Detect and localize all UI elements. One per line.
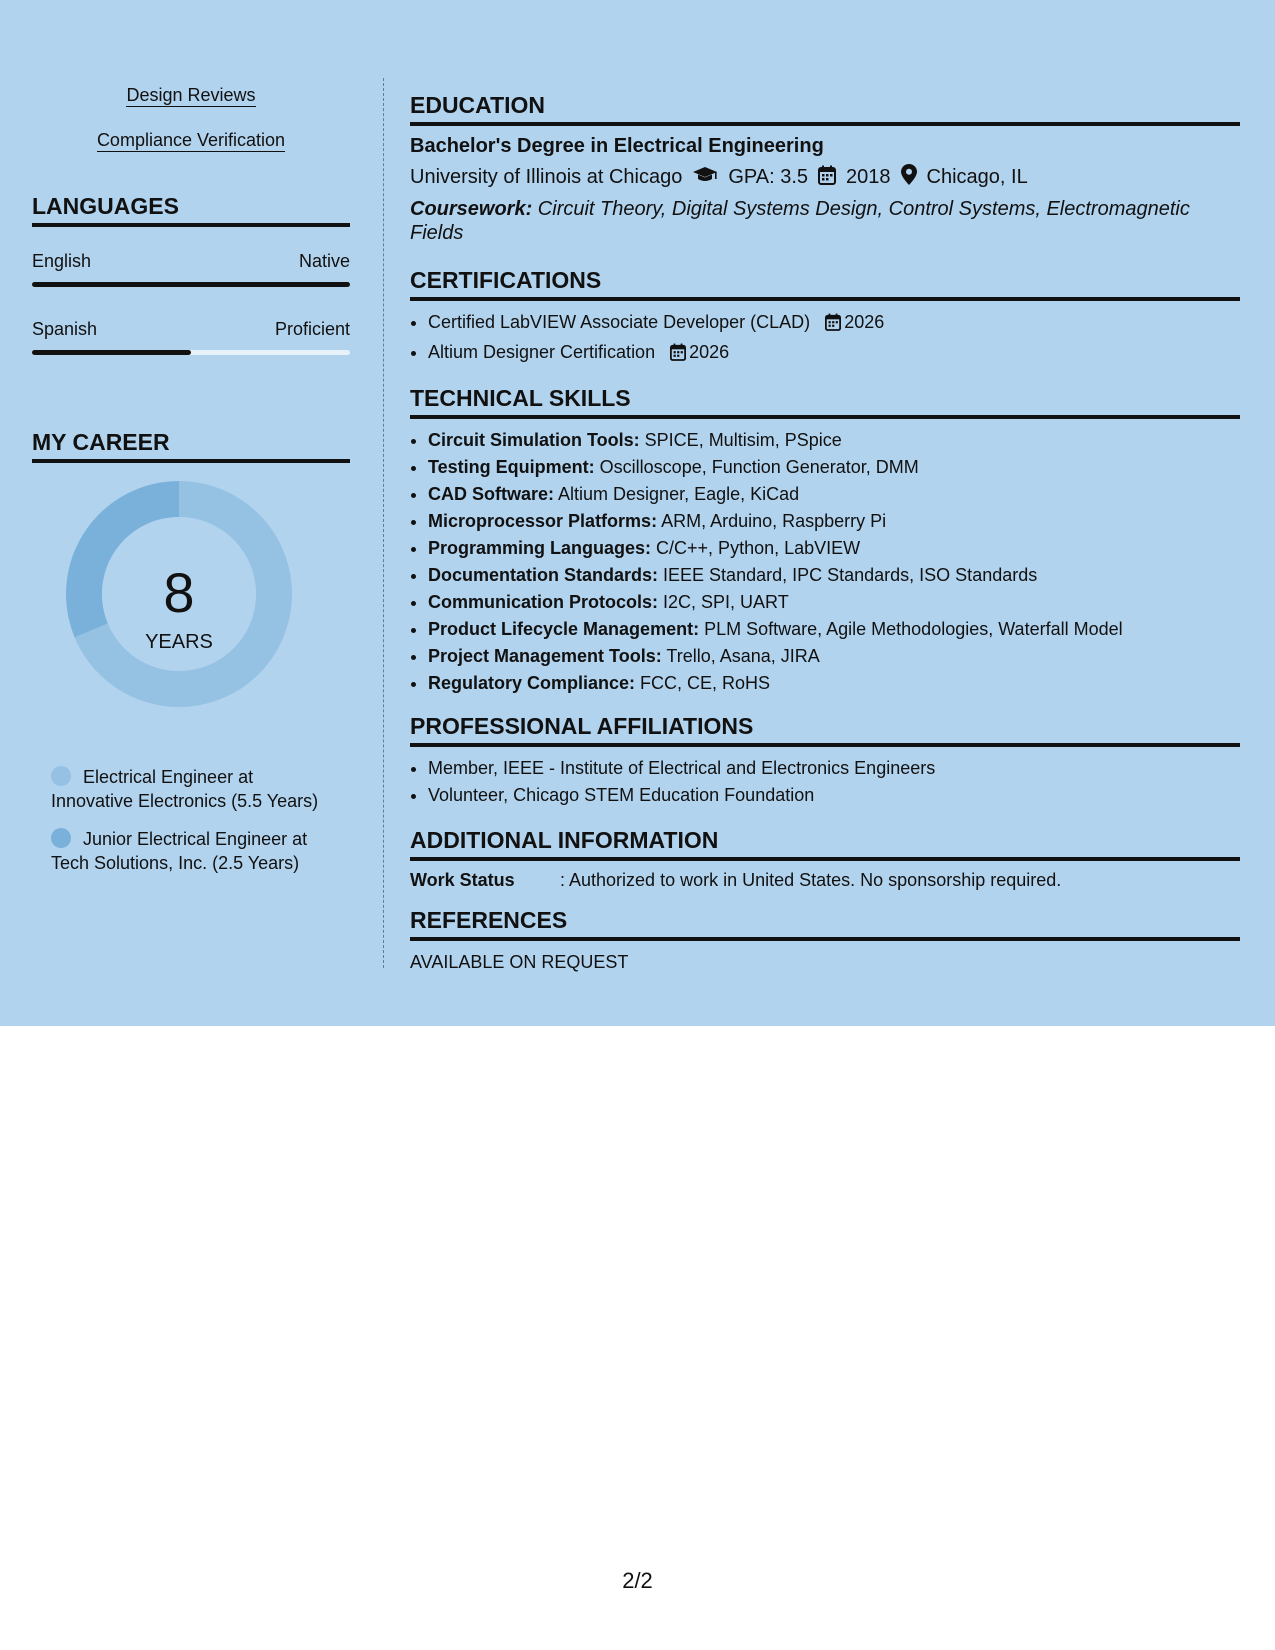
list-item: • Project Management Tools: Trello, Asana, JIRA xyxy=(428,643,1240,670)
list-item: • Programming Languages: C/C++, Python, LabVIEW xyxy=(428,535,1240,562)
calendar-icon xyxy=(825,312,841,339)
language-level: Proficient xyxy=(274,319,350,339)
work-status-label: Work Status xyxy=(410,870,515,890)
languages-heading: LANGUAGES xyxy=(32,193,350,227)
list-item: • Product Lifecycle Management: PLM Software, Agile Methodologies, Waterfall Model xyxy=(428,616,1240,643)
language-name: English xyxy=(32,251,92,271)
career-total: 8 xyxy=(163,561,195,624)
list-item: • Testing Equipment: Oscilloscope, Function Generator, DMM xyxy=(428,454,1240,481)
work-status xyxy=(410,870,1240,891)
career-unit: YEARS xyxy=(145,631,213,653)
list-item: • Member, IEEE - Institute of Electrical and Electronics Engineers xyxy=(428,755,1240,782)
calendar-icon xyxy=(818,165,836,191)
education-heading: EDUCATION xyxy=(410,92,1240,126)
affiliations-heading: PROFESSIONAL AFFILIATIONS xyxy=(410,713,1240,747)
affiliations-list xyxy=(410,755,1240,809)
language-level: Native xyxy=(298,251,350,271)
sidebar xyxy=(32,82,350,889)
skills-heading: TECHNICAL SKILLS xyxy=(410,385,1240,419)
career-legend xyxy=(32,765,331,875)
career-legend-item: Electrical Engineer at Innovative Electronics (5.5 Years) xyxy=(51,767,319,811)
degree-title: Bachelor's Degree in Electrical Engineering xyxy=(410,135,824,157)
references-text: AVAILABLE ON REQUEST xyxy=(410,952,629,972)
language-name: Spanish xyxy=(32,319,98,339)
career-donut xyxy=(32,481,350,731)
column-divider xyxy=(383,78,384,968)
list-item: • Circuit Simulation Tools: SPICE, Multisim, PSpice xyxy=(428,427,1240,454)
language-bar xyxy=(32,282,350,287)
certifications-list xyxy=(410,309,1240,369)
list-item: • Regulatory Compliance: FCC, CE, RoHS xyxy=(428,670,1240,697)
career-legend-item: Junior Electrical Engineer at Tech Solutions, Inc. (2.5 Years) xyxy=(51,829,308,873)
tag-design-reviews: Design Reviews xyxy=(126,85,256,105)
language-bar-fill xyxy=(32,350,191,355)
map-pin-icon xyxy=(901,164,917,191)
language-bar-fill xyxy=(32,282,350,287)
career-heading: MY CAREER xyxy=(32,429,350,463)
list-item: • Microprocessor Platforms: ARM, Arduino, Raspberry Pi xyxy=(428,508,1240,535)
graduation-cap-icon xyxy=(692,166,718,190)
list-item: • Certified LabVIEW Associate Developer (CLAD) 2026 xyxy=(428,309,1240,339)
gpa: GPA: 3.5 xyxy=(728,166,809,188)
language-item-english xyxy=(32,251,350,287)
page-number: 2/2 xyxy=(622,1568,653,1593)
certifications-heading: CERTIFICATIONS xyxy=(410,267,1240,301)
skills-list xyxy=(410,427,1240,697)
education-location: Chicago, IL xyxy=(926,166,1028,188)
list-item: • CAD Software: Altium Designer, Eagle, KiCad xyxy=(428,481,1240,508)
list-item: • Altium Designer Certification 2026 xyxy=(428,339,1240,369)
legend-dot xyxy=(51,766,71,786)
tag-compliance-verification: Compliance Verification xyxy=(96,130,286,150)
legend-dot xyxy=(51,828,71,848)
language-bar xyxy=(32,350,350,355)
coursework: Coursework: Circuit Theory, Digital Systems Design, Control Systems, Electromagnetic Fields xyxy=(410,198,1190,244)
list-item: • Volunteer, Chicago STEM Education Foundation xyxy=(428,782,1240,809)
references-heading: REFERENCES xyxy=(410,907,1240,941)
education-details xyxy=(410,164,1240,191)
school-name: University of Illinois at Chicago xyxy=(410,166,683,188)
list-item: • Communication Protocols: I2C, SPI, UART xyxy=(428,589,1240,616)
main-content xyxy=(410,92,1240,973)
graduation-year: 2018 xyxy=(846,166,891,188)
calendar-icon xyxy=(670,342,686,369)
work-status-value: : Authorized to work in United States. No sponsorship required. xyxy=(560,870,1062,890)
list-item: • Documentation Standards: IEEE Standard, IPC Standards, ISO Standards xyxy=(428,562,1240,589)
language-item-spanish xyxy=(32,319,350,355)
additional-info-heading: ADDITIONAL INFORMATION xyxy=(410,827,1240,861)
